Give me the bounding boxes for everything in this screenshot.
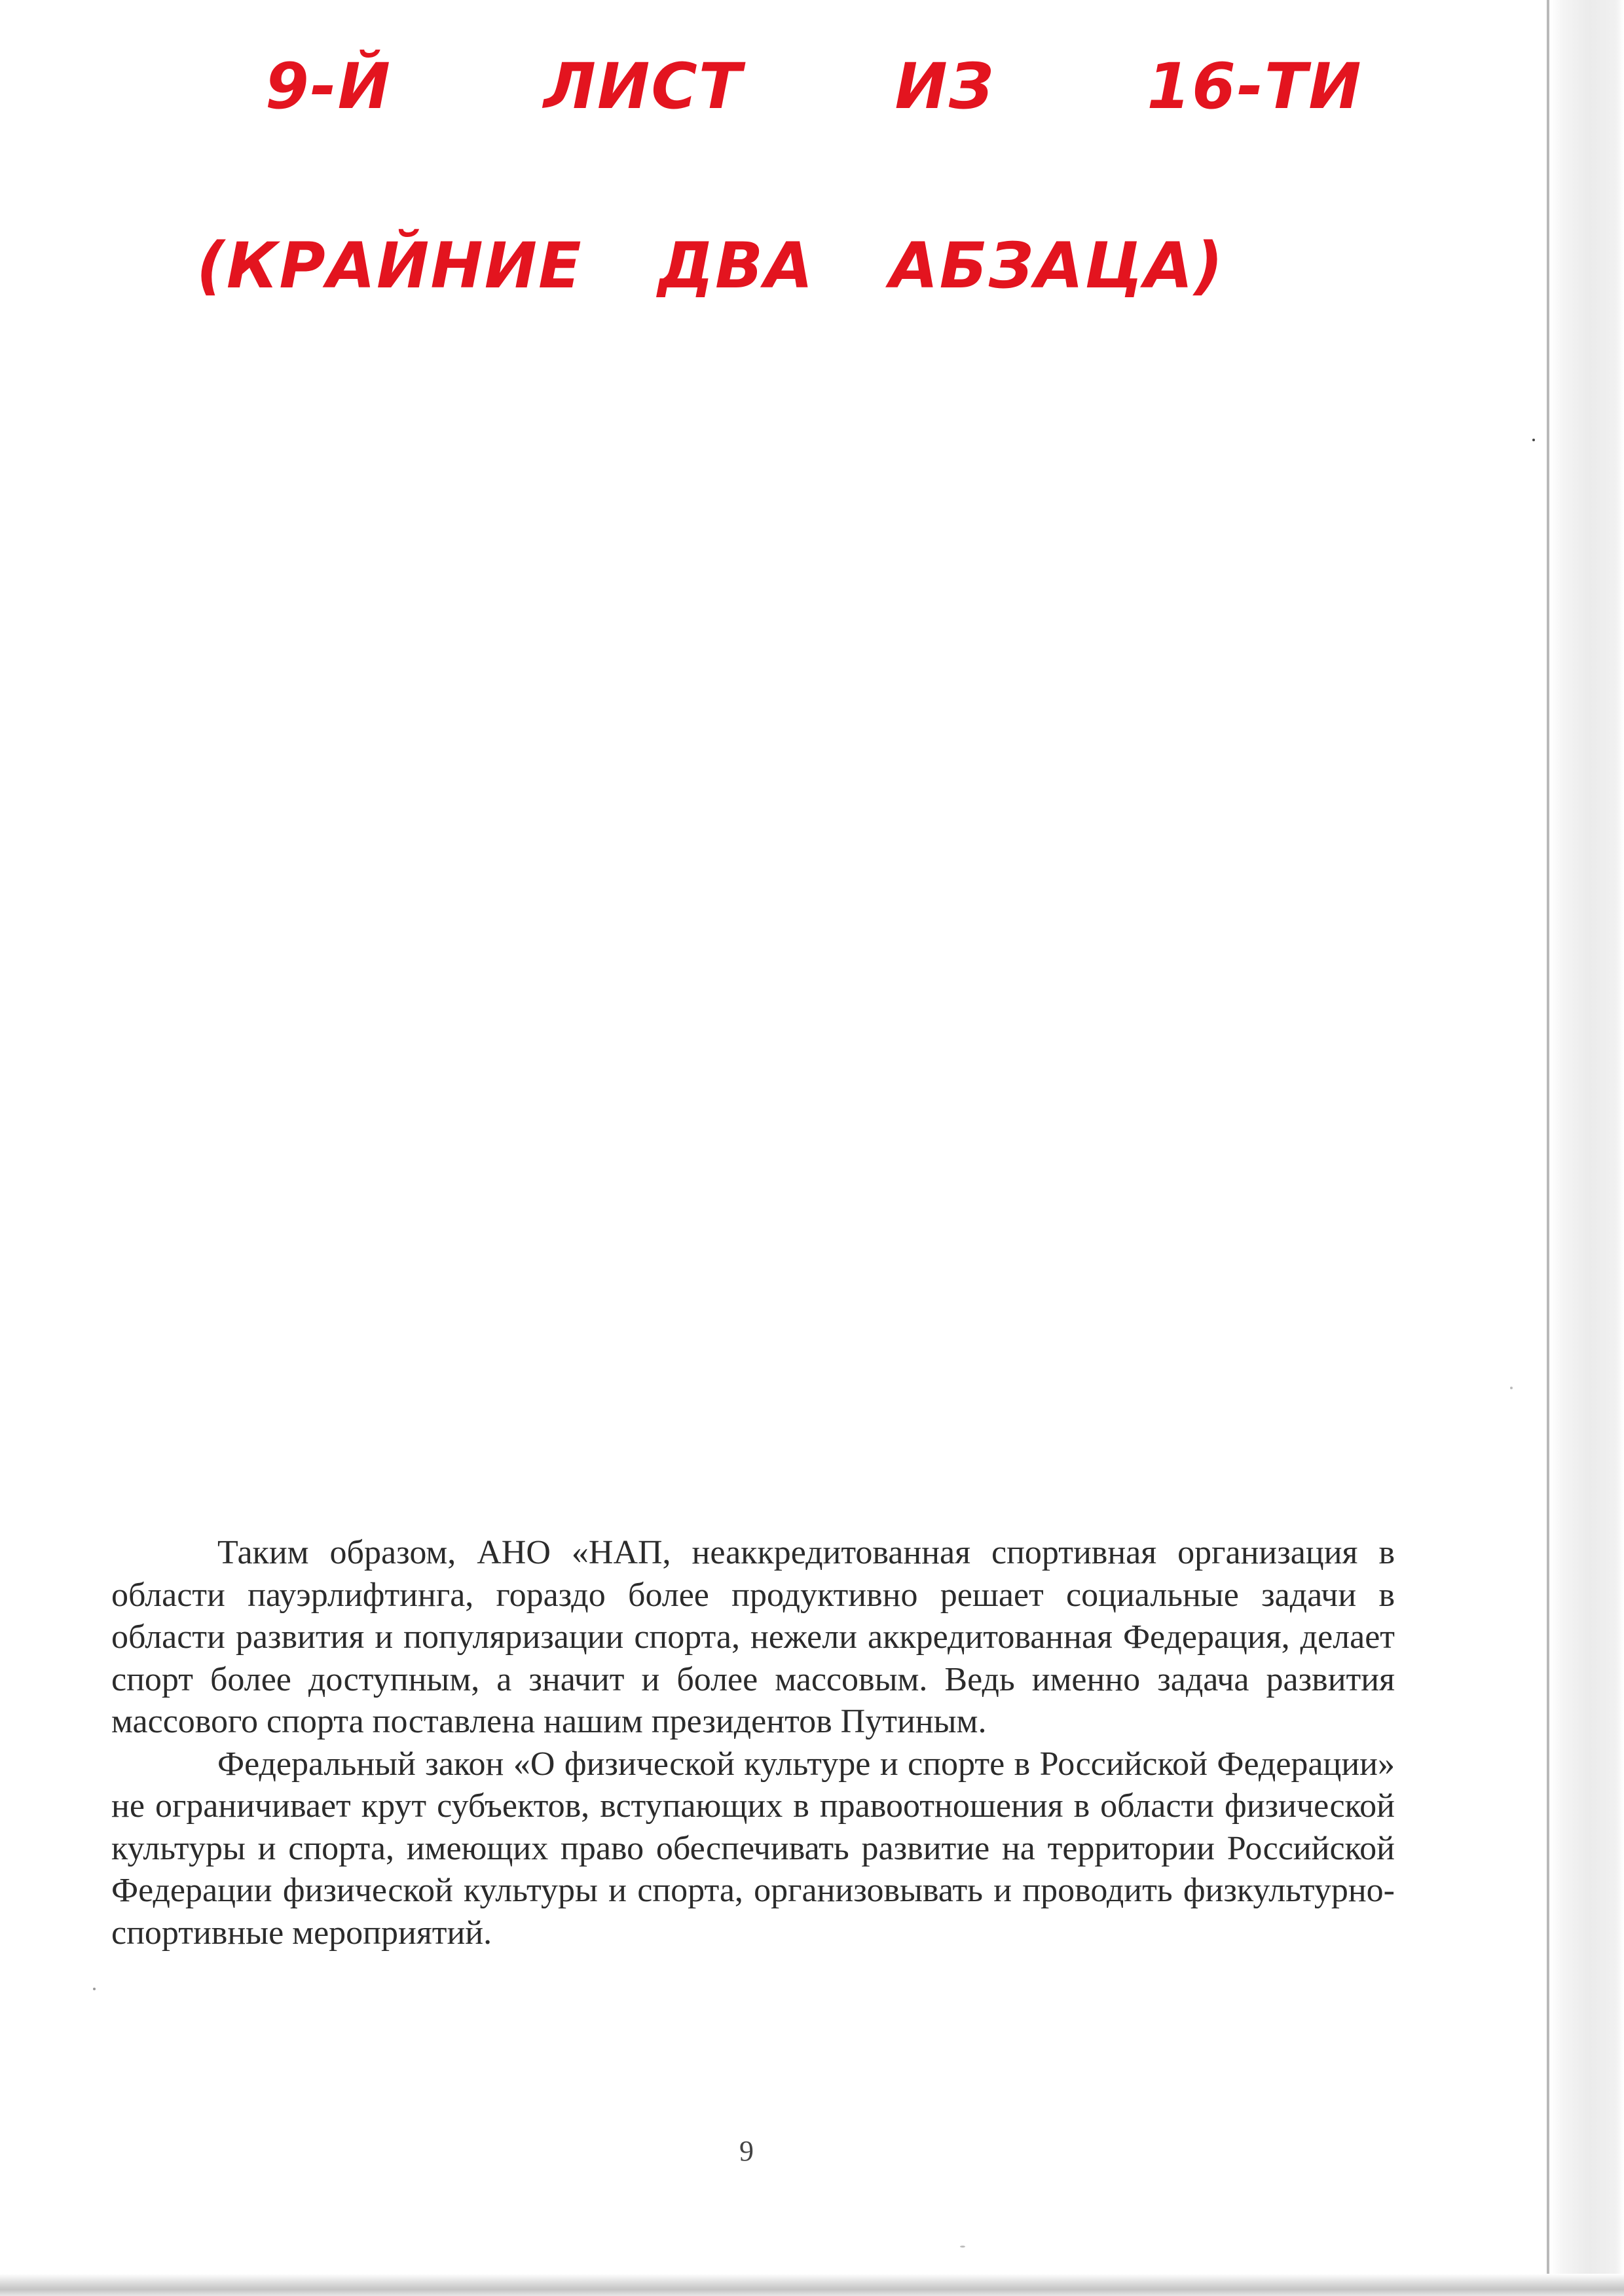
- annotation-heading-sheet: 9-Й ЛИСТ ИЗ 16-ТИ: [265, 50, 1363, 123]
- document-body: [111, 1532, 1395, 1954]
- scan-speck: [960, 2246, 965, 2248]
- page-number: 9: [739, 2135, 754, 2167]
- paragraph-2: Федеральный закон «О физической культуре и спорте в Российской Федерации» не ограничивает крут субъектов, вступающих в правоотношения в области физической культуры и спорта, имеющих право обеспечивать развитие на территории Российской Федерации физической культуры и спорта, организовывать и проводить физкультурно-спортивные мероприятий.: [111, 1745, 1395, 1952]
- paragraph-1: Таким образом, АНО «НАП, неаккредитованная спортивная организация в области пауэрлифтинга, гораздо более продуктивно решает социальные задачи в области развития и популяризации спорта, нежели аккредитованная Федерация, делает спорт более доступным, а значит и более массовым. Ведь именно задача развития массового спорта поставлена нашим президентов Путиным.: [111, 1534, 1395, 1740]
- scan-speck: [1532, 439, 1535, 441]
- scan-speck: [1510, 1387, 1513, 1389]
- annotation-heading-paragraphs: (КРАЙНИЕ ДВА АБЗАЦА): [196, 229, 1225, 302]
- scan-speck: [93, 1988, 96, 1990]
- scan-right-shadow: [1551, 0, 1624, 2296]
- scan-bottom-shadow: [0, 2274, 1624, 2296]
- scan-page-edge: [1547, 0, 1549, 2296]
